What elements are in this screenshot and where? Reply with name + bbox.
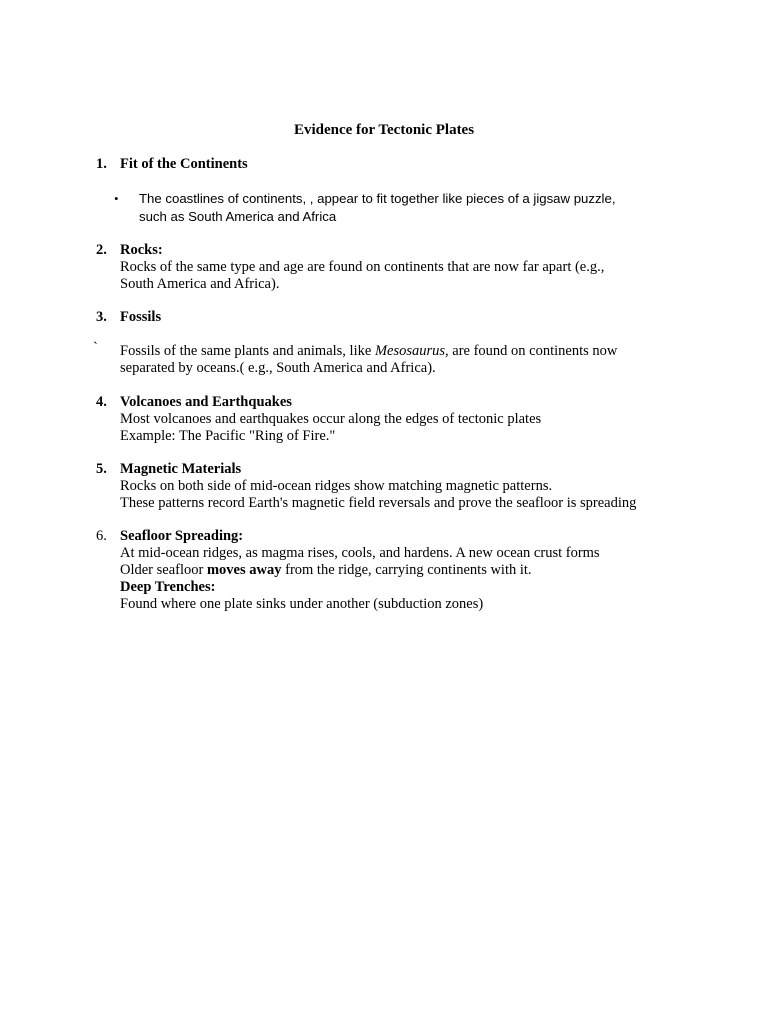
section-rocks — [120, 242, 720, 293]
section-heading-volcanoes: Volcanoes and Earthquakes — [120, 394, 292, 410]
body-line: South America and Africa). — [120, 276, 280, 292]
section-volcanoes — [120, 394, 720, 445]
bullet-line: The coastlines of continents, , appear to fit together like pieces of a jigsaw puzzle, — [139, 191, 616, 206]
section-number: 6. — [96, 528, 107, 544]
section-number: 4. — [96, 394, 107, 410]
body-line: Found where one plate sinks under another (subduction zones) — [120, 596, 484, 612]
section-heading-seafloor: Seafloor Spreading: — [120, 528, 244, 544]
section-heading-rocks: Rocks: — [120, 242, 163, 258]
text-run: , are found on continents now — [445, 343, 618, 359]
bullet-icon: • — [114, 191, 119, 206]
section-number: 3. — [96, 309, 107, 325]
section-seafloor — [120, 528, 720, 613]
body-line: Rocks of the same type and age are found on continents that are now far apart (e.g., — [120, 259, 605, 275]
section-number: 1. — [96, 156, 107, 172]
body-line — [120, 343, 720, 360]
bullet-line: such as South America and Africa — [139, 209, 337, 224]
body-line: Rocks on both side of mid-ocean ridges show matching magnetic patterns. — [120, 478, 553, 494]
section-heading-fit-of-continents: Fit of the Continents — [120, 156, 248, 172]
body-line: At mid-ocean ridges, as magma rises, cools, and hardens. A new ocean crust forms — [120, 545, 600, 561]
body-line: Example: The Pacific "Ring of Fire." — [120, 428, 336, 444]
text-run: Fossils of the same plants and animals, like — [120, 343, 375, 359]
body-line: Most volcanoes and earthquakes occur along the edges of tectonic plates — [120, 411, 542, 427]
section-magnetic — [120, 461, 720, 512]
section-fossils-body — [120, 343, 720, 377]
body-line: separated by oceans.( e.g., South America and Africa). — [120, 360, 436, 376]
bullet-text — [139, 190, 739, 226]
body-line — [120, 562, 720, 579]
stray-backtick: ` — [93, 340, 98, 356]
section-number: 2. — [96, 242, 107, 258]
section-number: 5. — [96, 461, 107, 477]
section-heading-fossils: Fossils — [120, 309, 162, 325]
text-run: from the ridge, carrying continents with it. — [281, 562, 532, 578]
bold-term: moves away — [206, 562, 282, 578]
document-title: Evidence for Tectonic Plates — [293, 122, 475, 138]
section-heading-magnetic: Magnetic Materials — [120, 461, 242, 477]
subheading-deep-trenches: Deep Trenches: — [120, 579, 216, 595]
italic-term: Mesosaurus — [374, 343, 446, 359]
text-run: Older seafloor — [120, 562, 207, 578]
body-line: These patterns record Earth's magnetic field reversals and prove the seafloor is spreading — [120, 495, 637, 511]
